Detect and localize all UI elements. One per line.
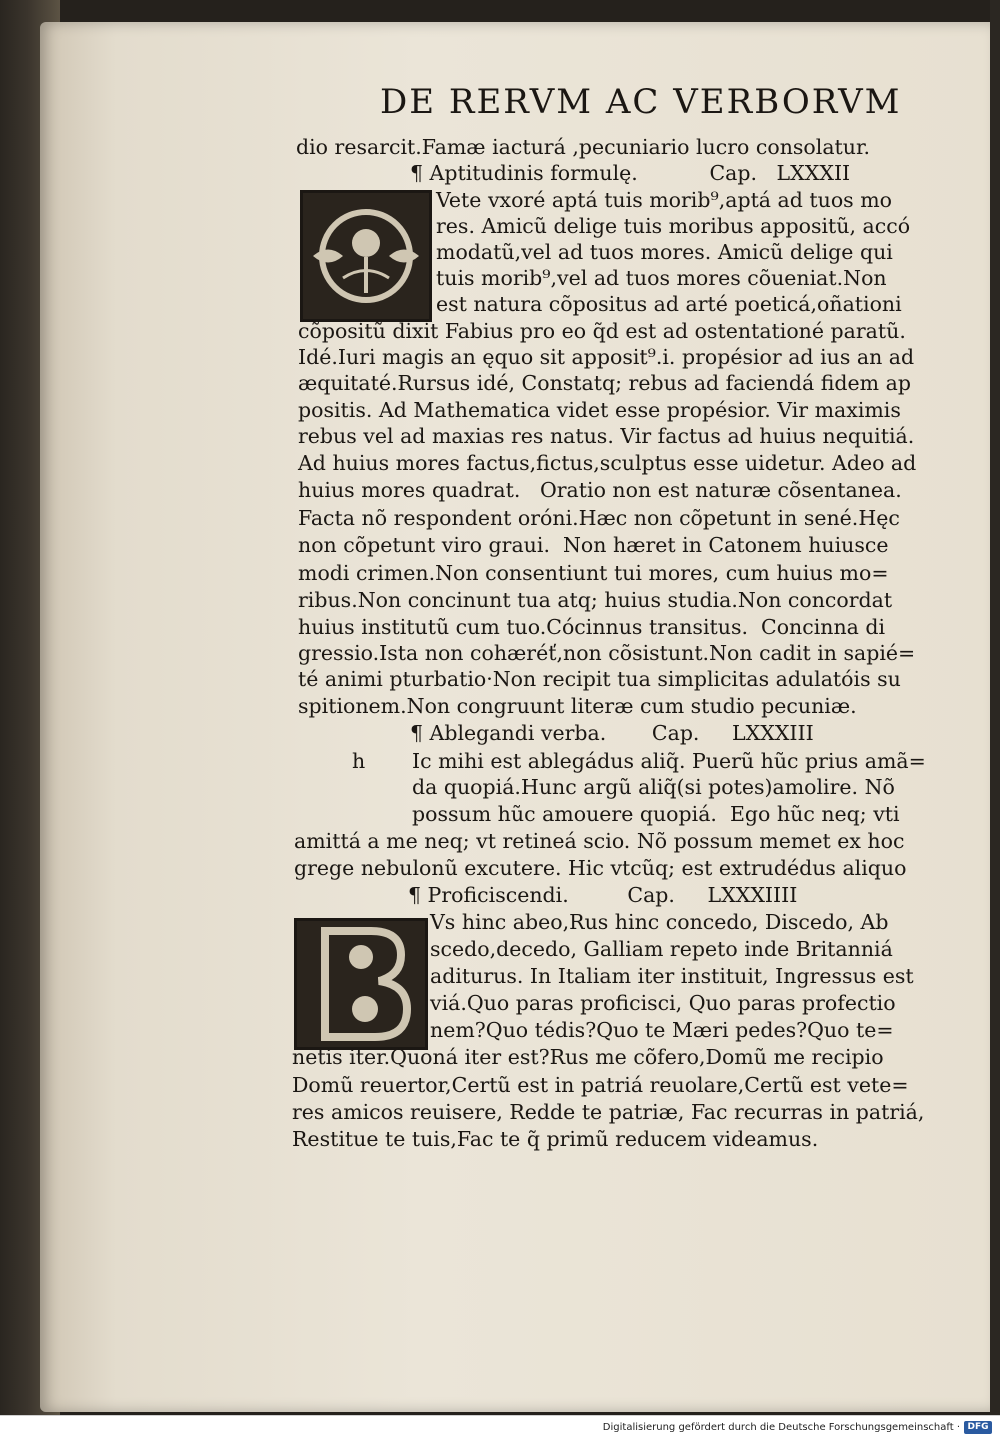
text-line: netis iter.Quoná iter est?Rus me cõfero,Domũ me recipio [292, 1045, 884, 1069]
text-line: non cõpetunt viro graui. Non hæret in Catonem huiusce [298, 533, 889, 557]
text-line: gressio.Ista non cohæréť,non cõsistunt.Non cadit in sapié= [298, 641, 916, 665]
text-line: Restitue te tuis,Fac te q̃ primũ reducem videamus. [292, 1127, 819, 1151]
text-line: Domũ reuertor,Certũ est in patriá reuolare,Certũ est vete= [292, 1073, 909, 1097]
floral-ornament-icon [297, 921, 425, 1047]
text-line: rebus vel ad maxias res natus. Vir factus ad huius nequitiá. [298, 424, 915, 448]
text-line: té animi pturbatio·Non recipit tua simplicitas adulatóis su [298, 667, 901, 691]
text-line: grege nebulonũ excutere. Hic vtcũq; est extrudédus aliquo [294, 856, 907, 880]
chapter-heading: ¶ Aptitudinis formulę. Cap. LXXXII [410, 161, 851, 185]
text-line: res amicos reuisere, Redde te patriæ, Fac recurras in patriá, [292, 1100, 925, 1124]
text-line: est natura cõpositus ad arté poeticá,oñationi [436, 292, 902, 316]
text-line: Vs hinc abeo,Rus hinc concedo, Discedo, Ab [430, 910, 889, 934]
text-line: spitionem.Non congruunt literæ cum studio pecuniæ. [298, 694, 857, 718]
chapter-heading: ¶ Proficiscendi. Cap. LXXXIIII [408, 883, 798, 907]
text-line: dio resarcit.Famæ iacturá ,pecuniario lucro consolatur. [296, 135, 871, 159]
text-line: tuis morib⁹,vel ad tuos mores cõueniat.Non [436, 266, 887, 290]
text-line: amittá a me neq; vt retineá scio. Nõ possum memet ex hoc [294, 829, 905, 853]
text-line: Ad huius mores factus,fictus,sculptus esse uidetur. Adeo ad [298, 451, 917, 475]
text-line: possum hũc amouere quopiá. Ego hũc neq; vti [412, 802, 900, 826]
guide-letter: h [352, 749, 366, 773]
decorated-initial-b [294, 918, 428, 1050]
text-line: positis. Ad Mathematica videt esse propésior. Vir maximis [298, 398, 901, 422]
text-line: ribus.Non concinunt tua atq; huius studia.Non concordat [298, 588, 893, 612]
text-line: modi crimen.Non consentiunt tui mores, cum huius mo= [298, 561, 889, 585]
funding-credit: Digitalisierung gefördert durch die Deutsche Forschungsgemeinschaft · [602, 1422, 960, 1433]
text-line: scedo,decedo, Galliam repeto inde Britanniá [430, 937, 893, 961]
text-line: Ic mihi est ablegádus aliq̃. Puerũ hũc prius amã= [412, 749, 926, 773]
text-line: aditurus. In Italiam iter instituit, Ingressus est [430, 964, 914, 988]
text-line: æquitaté.Rursus idé, Constatq; rebus ad faciendá fidem ap [298, 371, 911, 395]
text-line: viá.Quo paras proficisci, Quo paras profectio [430, 991, 896, 1015]
scan-edge [990, 0, 1000, 1415]
text-line: cõpositũ dixit Fabius pro eo q̃d est ad ostentationé paratũ. [298, 319, 906, 343]
footer-bar [0, 1415, 1000, 1440]
text-line: Facta nõ respondent oróni.Hæc non cõpetunt in sené.Hęc [298, 506, 900, 530]
chapter-heading: ¶ Ablegandi verba. Cap. LXXXIII [410, 721, 814, 745]
text-line: Idé.Iuri magis an ęquo sit apposit⁹.i. propésior ad ius an ad [298, 345, 915, 369]
text-line: modatũ,vel ad tuos mores. Amicũ delige qui [436, 240, 893, 264]
text-line: Vete vxoré aptá tuis morib⁹,aptá ad tuos mo [436, 188, 893, 212]
decorated-initial-c [300, 190, 432, 322]
running-head: DE RERVM AC VERBORVM [380, 82, 902, 122]
text-line: huius mores quadrat. Oratio non est naturæ cõsentanea. [298, 478, 902, 502]
text-line: da quopiá.Hunc argũ aliq̃(si potes)amolire. Nõ [412, 775, 895, 799]
text-line: huius institutũ cum tuo.Cócinnus transitus. Concinna di [298, 615, 886, 639]
text-line: res. Amicũ delige tuis moribus appositũ, accó [436, 214, 911, 238]
dfg-logo-icon: DFG [964, 1421, 992, 1434]
floral-ornament-icon [303, 193, 429, 319]
text-line: nem?Quo tédis?Quo te Mæri pedes?Quo te= [430, 1018, 894, 1042]
